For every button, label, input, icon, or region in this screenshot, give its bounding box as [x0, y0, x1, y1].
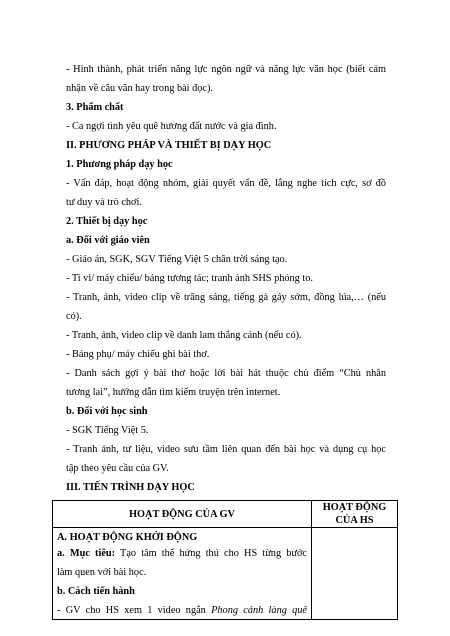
paragraph-line: có). [66, 311, 82, 322]
procedure-heading: b. Cách tiến hành [57, 586, 135, 597]
table-row [53, 528, 398, 620]
video-title: Phong cảnh làng quê [211, 605, 308, 616]
activity-heading: A. HOẠT ĐỘNG KHỞI ĐỘNG [57, 532, 198, 543]
subsection-heading: b. Đối với học sinh [66, 406, 148, 417]
paragraph-line: tập theo yêu cầu của GV. [66, 463, 169, 474]
paragraph-line: - SGK Tiếng Việt 5. [66, 425, 149, 436]
goal-text: Tạo tâm thế hứng thú cho HS từng bước [115, 548, 307, 559]
goal-line-continued: làm quen với bài học. [57, 567, 147, 578]
paragraph-line: - Giáo án, SGK, SGV Tiếng Việt 5 chân trời sáng tạo. [66, 254, 288, 265]
paragraph-line: - Danh sách gợi ý bài thơ hoặc lời bài hát thuộc chủ điểm “Chủ nhân [66, 368, 386, 379]
procedure-text: - GV cho HS xem 1 video ngắn [57, 605, 212, 616]
paragraph-line: - Hình thành, phát triển năng lực ngôn ngữ và năng lực văn học (biết cảm [66, 64, 386, 75]
header-gv: HOẠT ĐỘNG CỦA GV [53, 501, 312, 528]
subsection-heading: 1. Phương pháp dạy học [66, 159, 173, 170]
paragraph-line: - Ca ngợi tình yêu quê hương đất nước và gia đình. [66, 121, 277, 132]
paragraph-line: - Vấn đáp, hoạt động nhóm, giải quyết vấn đề, lắng nghe tích cực, sơ đồ [66, 178, 386, 189]
lesson-plan-table [52, 500, 398, 620]
section-heading: 3. Phẩm chất [66, 102, 124, 113]
subsection-heading: 2. Thiết bị dạy học [66, 216, 148, 227]
paragraph-line: - Tranh, ảnh, video clip về trăng sáng, tiếng gà gáy sớm, đồng lúa,… (nếu [66, 292, 386, 303]
gv-activity-cell [53, 528, 312, 620]
goal-label: a. Mục tiêu: [57, 548, 116, 559]
header-hs: HOẠT ĐỘNG CỦA HS [312, 501, 398, 528]
paragraph-line: tương lai”, hướng dẫn tìm kiếm truyện trên internet. [66, 387, 281, 398]
procedure-line [53, 604, 311, 619]
hs-activity-cell [312, 528, 398, 620]
paragraph-line: - Tranh ảnh, tư liệu, video sưu tầm liên quan đến bài học và dụng cụ học [66, 444, 386, 455]
goal-line [53, 547, 311, 566]
paragraph-line: nhận về câu văn hay trong bài đọc). [66, 83, 213, 94]
table-header-row [53, 501, 398, 528]
section-heading: III. TIẾN TRÌNH DẠY HỌC [66, 482, 195, 493]
paragraph-line: - Tranh, ảnh, video clip về danh lam thắng cảnh (nếu có). [66, 330, 302, 341]
paragraph-line: - Ti vi/ máy chiếu/ bảng tương tác; tranh ảnh SHS phóng to. [66, 273, 313, 284]
section-heading: II. PHƯƠNG PHÁP VÀ THIẾT BỊ DẠY HỌC [66, 140, 272, 151]
paragraph-line: tư duy và trò chơi. [66, 197, 142, 208]
paragraph-line: - Bảng phụ/ máy chiếu ghi bài thơ. [66, 349, 210, 360]
subsection-heading: a. Đối với giáo viên [66, 235, 150, 246]
